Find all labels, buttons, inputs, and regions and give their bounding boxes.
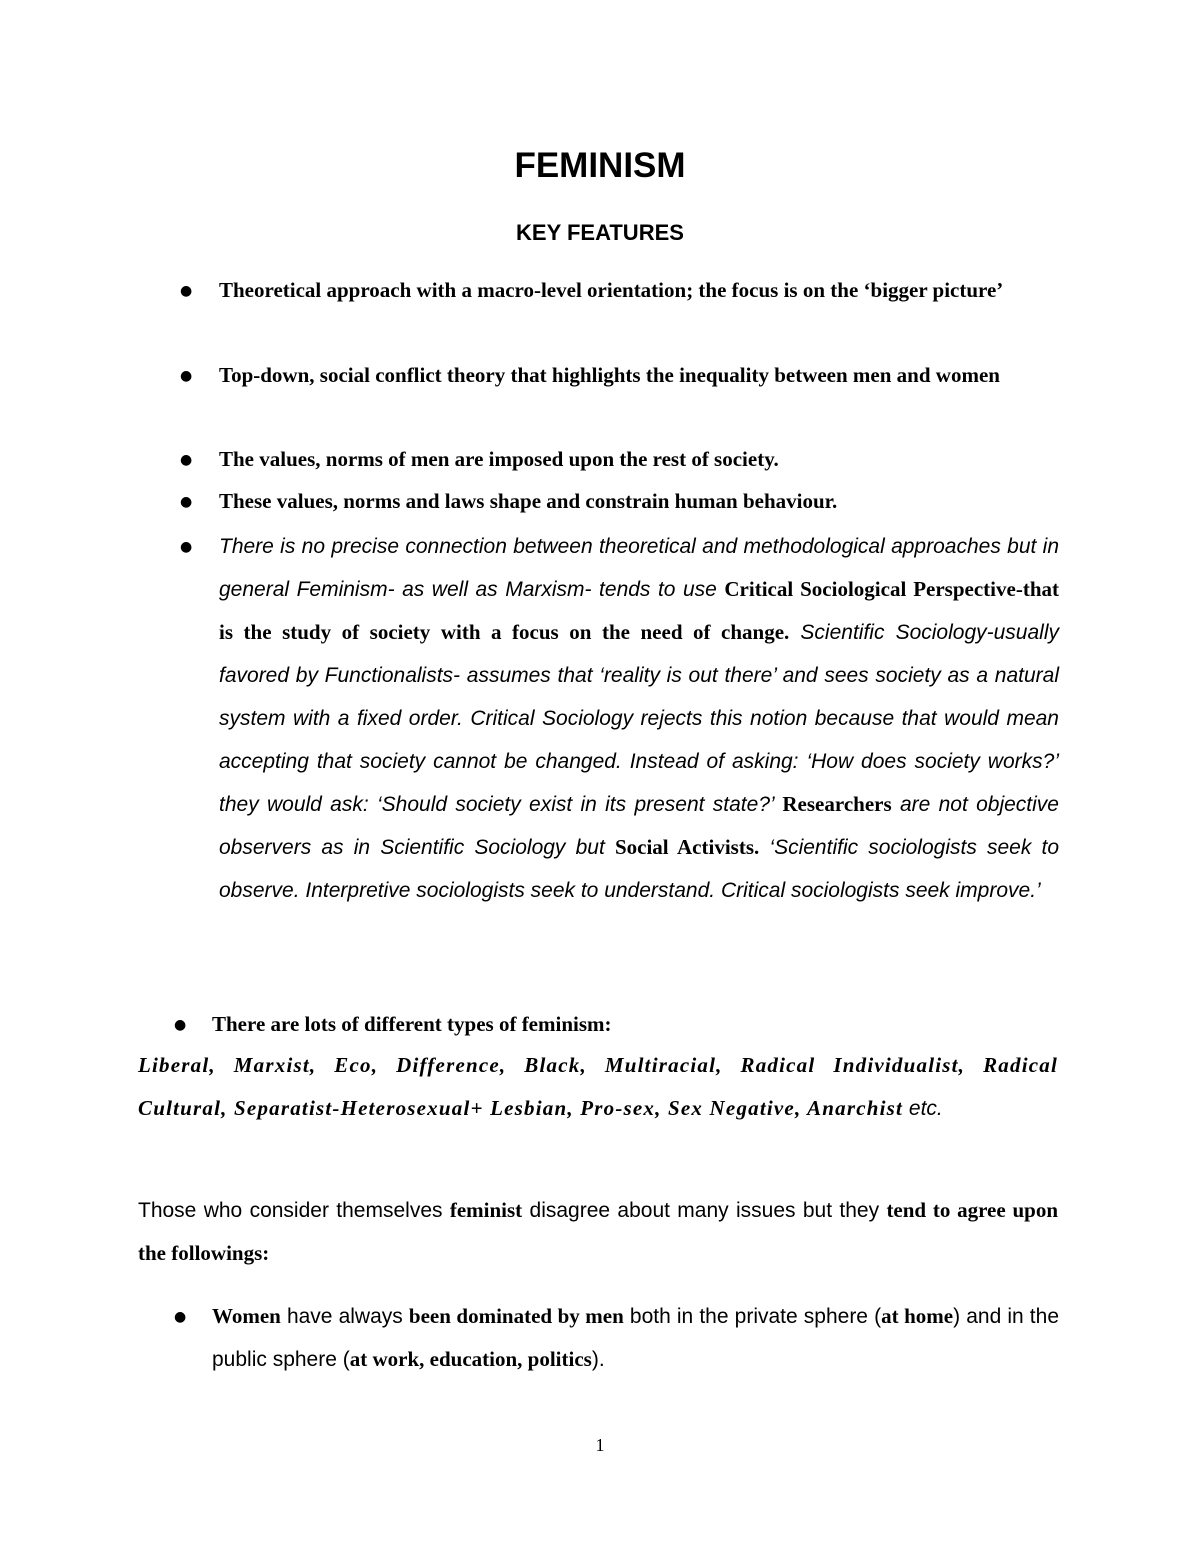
bullet-text-2: Top-down, social conflict theory that highlights the inequality between men and women: [219, 363, 1000, 387]
bullet-icon: ●: [180, 452, 193, 468]
bullet-text-3: The values, norms of men are imposed upon the rest of society.: [219, 447, 779, 471]
bullet-text-4: These values, norms and laws shape and constrain human behaviour.: [219, 489, 838, 513]
feminism-types-list: Liberal, Marxist, Eco, Difference, Black, Multiracial, Radical Individualist, Radical Cultural, Separatist-Heterosexual+ Lesbian, Pro-sex, Sex Negative, Anarchist: [138, 1053, 1058, 1120]
sociologists-quote: ‘Scientific sociologists seek to observe. Interpretive sociologists seek to understand. Critical sociologists seek improve.’: [219, 836, 1059, 902]
critical-sociology-definition: Critical Sociological Perspective-that is the study of society with a focus on the need of change.: [219, 577, 1059, 644]
women-text: ) and in the public sphere (: [212, 1305, 1059, 1371]
women-text: have always: [280, 1305, 409, 1328]
bullet-icon: ●: [174, 1017, 187, 1033]
agreement-paragraph: [138, 1189, 1058, 1275]
feminism-types-etc: etc.: [903, 1097, 943, 1120]
women-text: ).: [591, 1348, 605, 1371]
observers-text: are not objective observers as in Scientific Sociology but: [219, 793, 1059, 859]
section-heading: KEY FEATURES: [516, 220, 684, 245]
bullet-icon: ●: [180, 283, 193, 299]
bullet-icon: ●: [180, 368, 193, 384]
dominated-term: been dominated by men: [408, 1304, 624, 1328]
scientific-sociology-text: Scientific Sociology-usually favored by Functionalists- assumes that ‘reality is out there’ and sees society as a natural system with a fixed order. Critical Sociology rejects this notion because that would mean accepting that society cannot be changed. Instead of asking: ‘How does society works?’ they would ask: ‘Should society exist in its present state?’: [219, 621, 1059, 816]
agreement-text: Those who consider themselves: [138, 1199, 450, 1222]
women-text: both in the private sphere (: [623, 1305, 882, 1328]
bullet-icon: ●: [174, 1309, 187, 1325]
agreement-emphasis: tend to agree upon the followings:: [138, 1198, 1058, 1265]
bullet-text-1: Theoretical approach with a macro-level orientation; the focus is on the ‘bigger picture’: [219, 278, 1004, 302]
feminist-term: feminist: [449, 1198, 523, 1222]
bullet-icon: ●: [180, 494, 193, 510]
bullet-text-5: [219, 525, 1059, 912]
public-sphere-term: at work, education, politics: [349, 1347, 592, 1371]
feminism-types: [138, 1044, 1058, 1130]
women-term: Women: [212, 1304, 281, 1328]
at-home-term: at home: [881, 1304, 954, 1328]
agreement-text: disagree about many issues but they: [522, 1199, 887, 1222]
bullet-text-6: There are lots of different types of feminism:: [212, 1012, 612, 1036]
bullet-icon: ●: [180, 539, 193, 555]
social-activists-term: Social Activists.: [614, 835, 760, 859]
researchers-term: Researchers: [774, 792, 892, 816]
critical-sociology-intro: There is no precise connection between theoretical and methodological approaches but in general Feminism- as well as Marxism- tends to use: [219, 535, 1059, 601]
page-number: 1: [595, 1435, 605, 1455]
page-title: FEMINISM: [514, 146, 686, 185]
bullet-text-7: [212, 1295, 1059, 1381]
